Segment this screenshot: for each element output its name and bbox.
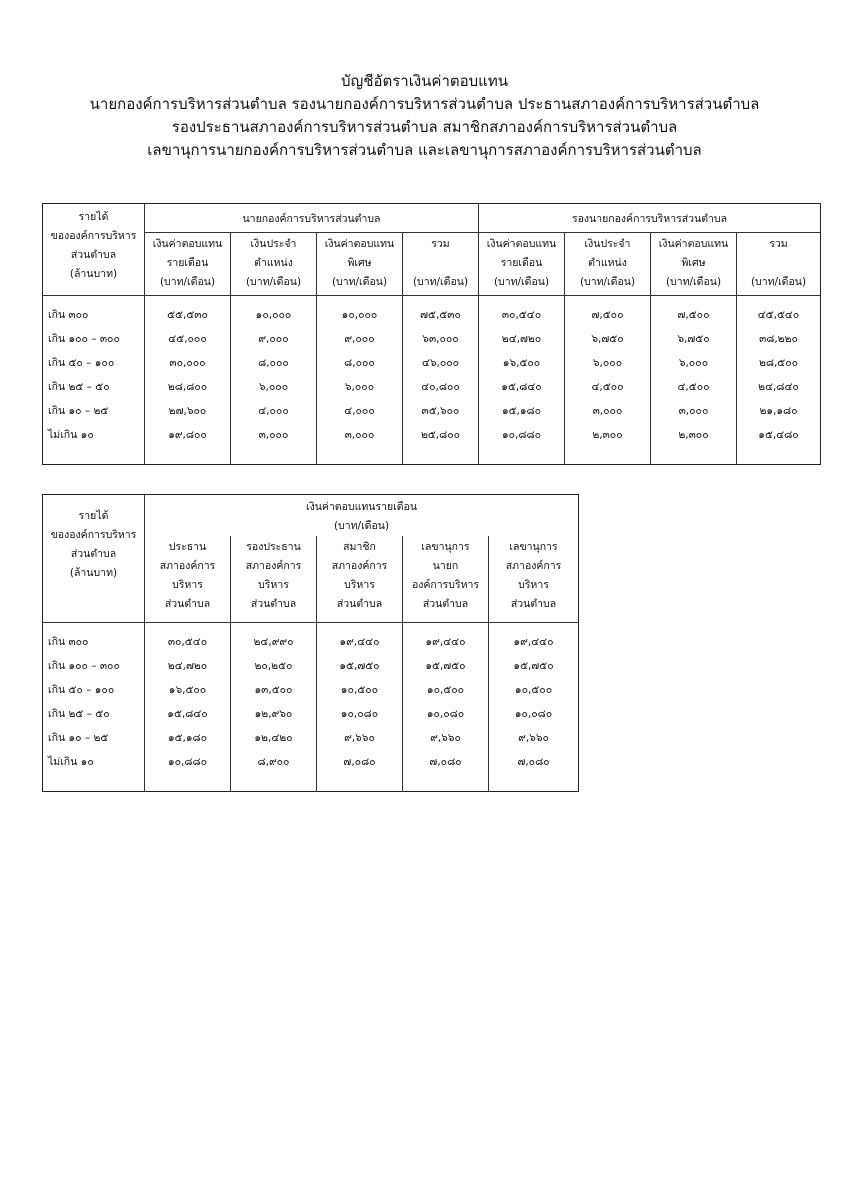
amount-cell: ๔,๐๐๐ [317, 398, 403, 422]
col-header-line: ส่วนตำบล [336, 598, 383, 610]
amount-cell: ๒๑,๑๘๐ [759, 404, 798, 417]
income-range-label: เกิน ๑๐ – ๒๕ [43, 725, 145, 749]
col-header [403, 536, 489, 623]
col-header-line: เลขานุการ [509, 541, 558, 553]
income-header-line: รายได้ [78, 510, 109, 522]
amount-cell: ๑๕,๗๕๐ [317, 653, 403, 677]
col-header-line: (บาท/เดือน) [412, 276, 469, 288]
amount-cell: ๔๕,๕๔๐ [757, 308, 800, 321]
amount-cell: ๔๖,๐๐๐ [403, 350, 479, 374]
col-header-line: (บาท/เดือน) [493, 276, 550, 288]
amount-cell: ๑๕,๗๕๐ [403, 653, 489, 677]
group-unit: (บาท/เดือน) [333, 520, 390, 532]
col-header-line: ส่วนตำบล [510, 598, 557, 610]
income-header-line: ขององค์การบริหาร [50, 230, 137, 242]
amount-cell: ๔,๕๐๐ [565, 374, 651, 398]
col-header-line: พิเศษ [681, 257, 706, 269]
col-header-line: บริหาร [258, 579, 289, 591]
amount-cell: ๑๙,๔๔๐ [403, 623, 489, 654]
income-header-line: ส่วนตำบล [70, 249, 117, 261]
amount-cell: ๑๐,๕๐๐ [514, 683, 553, 696]
income-header-line: ขององค์การบริหาร [50, 529, 137, 541]
col-header-line: สภาองค์การ [331, 560, 388, 572]
amount-cell: ๒๔,๗๒๐ [479, 326, 565, 350]
amount-cell: ๗๕,๕๓๐ [403, 296, 479, 327]
amount-cell: ๖,๐๐๐ [651, 350, 737, 374]
col-header [317, 233, 403, 296]
amount-cell: ๒๘,๘๐๐ [145, 374, 231, 398]
col-header-line: เงินค่าตอบแทน [658, 238, 729, 250]
amount-cell: ๑๕,๑๘๐ [145, 725, 231, 749]
amount-cell: ๔๕,๐๐๐ [145, 326, 231, 350]
amount-cell: ๑๐,๕๐๐ [403, 677, 489, 701]
table-row [43, 326, 821, 350]
amount-cell: ๙,๖๖๐ [518, 731, 549, 744]
amount-cell: ๑๖,๕๐๐ [479, 350, 565, 374]
income-range-label: เกิน ๓๐๐ [43, 623, 145, 654]
income-header-line: (ล้านบาท) [69, 268, 118, 280]
income-range-label: เกิน ๑๐ – ๒๕ [43, 398, 145, 422]
amount-cell: ๑๒,๔๒๐ [231, 725, 317, 749]
col-header-line: รวม [769, 238, 788, 250]
col-header-line: (บาท/เดือน) [245, 276, 302, 288]
amount-cell: ๒๘,๕๐๐ [758, 356, 799, 369]
col-header-line: เงินประจำ [250, 238, 297, 250]
income-range-label: เกิน ๑๐๐ – ๓๐๐ [43, 653, 145, 677]
council-compensation-table [42, 494, 579, 792]
table-row [43, 623, 579, 654]
amount-cell: ๙,๐๐๐ [231, 326, 317, 350]
amount-cell: ๑๐,๕๐๐ [317, 677, 403, 701]
table-row [43, 653, 579, 677]
amount-cell: ๓๐,๕๔๐ [145, 623, 231, 654]
amount-cell: ๒,๓๐๐ [651, 422, 737, 465]
amount-cell: ๖,๐๐๐ [565, 350, 651, 374]
amount-cell: ๗,๕๐๐ [565, 296, 651, 327]
col-header-line: ส่วนตำบล [164, 598, 211, 610]
col-header-line: (บาท/เดือน) [159, 276, 216, 288]
col-header-line: สมาชิก [343, 541, 376, 553]
amount-cell: ๓๕,๖๐๐ [403, 398, 479, 422]
col-header-line: (บาท/เดือน) [579, 276, 636, 288]
amount-cell: ๙,๖๖๐ [317, 725, 403, 749]
amount-cell: ๓๐,๐๐๐ [145, 350, 231, 374]
table-row [43, 422, 821, 465]
title-line-4: เลขานุการนายกองค์การบริหารส่วนตำบล และเลขานุการสภาองค์การบริหารส่วนตำบล [147, 141, 702, 159]
amount-cell: ๕๕,๕๓๐ [145, 296, 231, 327]
col-header-line: องค์การบริหาร [411, 579, 480, 591]
amount-cell: ๓๐,๕๔๐ [479, 296, 565, 327]
amount-cell: ๑๙,๔๔๐ [513, 635, 554, 648]
amount-cell: ๒,๓๐๐ [565, 422, 651, 465]
amount-cell: ๗,๐๘๐ [403, 749, 489, 792]
amount-cell: ๘,๐๐๐ [317, 350, 403, 374]
col-header-line: เงินค่าตอบแทน [486, 238, 557, 250]
col-header-line: (บาท/เดือน) [665, 276, 722, 288]
amount-cell: ๗,๕๐๐ [651, 296, 737, 327]
col-header-line: เงินค่าตอบแทน [324, 238, 395, 250]
col-header-line: ส่วนตำบล [250, 598, 297, 610]
table-row [43, 350, 821, 374]
amount-cell: ๒๔,๙๙๐ [231, 623, 317, 654]
col-header-line: เลขานุการ [421, 541, 470, 553]
amount-cell: ๔๐,๘๐๐ [403, 374, 479, 398]
amount-cell: ๙,๐๐๐ [317, 326, 403, 350]
table-row [43, 749, 579, 792]
income-range-label: ไม่เกิน ๑๐ [43, 422, 145, 465]
col-header-line: บริหาร [344, 579, 375, 591]
col-header [145, 233, 231, 296]
amount-cell: ๓,๐๐๐ [651, 398, 737, 422]
col-header-line: สภาองค์การ [245, 560, 302, 572]
amount-cell: ๑๐,๐๘๐ [403, 701, 489, 725]
income-header [43, 204, 145, 296]
amount-cell: ๒๔,๗๒๐ [145, 653, 231, 677]
col-header-line: เงินค่าตอบแทน [152, 238, 223, 250]
col-header-line: รวม [431, 238, 450, 250]
amount-cell: ๓,๐๐๐ [317, 422, 403, 465]
amount-cell: ๖,๐๐๐ [231, 374, 317, 398]
col-header-line [737, 254, 820, 273]
amount-cell: ๑๐,๘๘๐ [479, 422, 565, 465]
amount-cell: ๑๓,๕๐๐ [231, 677, 317, 701]
col-header [403, 233, 479, 296]
amount-cell: ๒๕,๘๐๐ [403, 422, 479, 465]
col-header-line: สภาองค์การ [159, 560, 216, 572]
mayor-group-header: นายกองค์การบริหารส่วนตำบล [145, 204, 479, 233]
col-header [489, 536, 579, 623]
col-header-line [403, 254, 478, 273]
income-range-label: เกิน ๑๐๐ – ๓๐๐ [43, 326, 145, 350]
table-row [43, 701, 579, 725]
income-header-line: (ล้านบาท) [69, 567, 118, 579]
amount-cell: ๑๐,๐๘๐ [514, 707, 553, 720]
amount-cell: ๘,๐๐๐ [231, 350, 317, 374]
executive-compensation-table [42, 203, 821, 465]
amount-cell: ๓๘,๒๒๐ [759, 332, 798, 345]
deputy-mayor-group-header: รองนายกองค์การบริหารส่วนตำบล [479, 204, 821, 233]
income-range-label: เกิน ๕๐ – ๑๐๐ [43, 677, 145, 701]
amount-cell: ๙,๖๖๐ [403, 725, 489, 749]
col-header-line: รองประธาน [246, 541, 301, 553]
amount-cell: ๗,๐๘๐ [517, 755, 550, 768]
col-header-line: ตำแหน่ง [254, 257, 293, 269]
group-title: เงินค่าตอบแทนรายเดือน [305, 501, 418, 513]
amount-cell: ๒๐,๒๕๐ [231, 653, 317, 677]
income-range-label: เกิน ๓๐๐ [43, 296, 145, 327]
amount-cell: ๓,๐๐๐ [565, 398, 651, 422]
income-header [43, 495, 145, 623]
col-header [737, 233, 821, 296]
col-header-line: รายเดือน [500, 257, 543, 269]
amount-cell: ๑๕,๘๔๐ [145, 701, 231, 725]
amount-cell: ๔,๐๐๐ [231, 398, 317, 422]
col-header [317, 536, 403, 623]
monthly-compensation-group-header [145, 495, 579, 537]
col-header-line: สภาองค์การ [505, 560, 562, 572]
amount-cell: ๑๕,๘๔๐ [479, 374, 565, 398]
col-header [145, 536, 231, 623]
col-header [565, 233, 651, 296]
col-header-line: รายเดือน [166, 257, 209, 269]
col-header-line: บริหาร [518, 579, 549, 591]
col-header-line: (บาท/เดือน) [331, 276, 388, 288]
amount-cell: ๑๕,๗๕๐ [513, 659, 554, 672]
amount-cell: ๓,๐๐๐ [231, 422, 317, 465]
amount-cell: ๖,๗๕๐ [565, 326, 651, 350]
col-header-line: บริหาร [172, 579, 203, 591]
title-line-1: บัญชีอัตราเงินค่าตอบแทน [341, 72, 508, 90]
amount-cell: ๑๒,๙๖๐ [231, 701, 317, 725]
col-header [479, 233, 565, 296]
amount-cell: ๑๐,๐๘๐ [317, 701, 403, 725]
col-header-line: (บาท/เดือน) [750, 276, 807, 288]
amount-cell: ๖,๗๕๐ [651, 326, 737, 350]
amount-cell: ๘,๙๐๐ [231, 749, 317, 792]
amount-cell: ๑๐,๐๐๐ [317, 296, 403, 327]
table-row [43, 725, 579, 749]
amount-cell: ๑๐,๐๐๐ [231, 296, 317, 327]
amount-cell: ๑๕,๑๘๐ [479, 398, 565, 422]
title-line-3: รองประธานสภาองค์การบริหารส่วนตำบล สมาชิกสภาองค์การบริหารส่วนตำบล [171, 118, 678, 136]
amount-cell: ๒๔,๘๔๐ [758, 380, 799, 393]
col-header-line: ตำแหน่ง [588, 257, 627, 269]
income-range-label: เกิน ๕๐ – ๑๐๐ [43, 350, 145, 374]
table-row [43, 296, 821, 327]
amount-cell: ๖๓,๐๐๐ [403, 326, 479, 350]
table-row [43, 677, 579, 701]
amount-cell: ๖,๐๐๐ [317, 374, 403, 398]
amount-cell: ๑๙,๔๔๐ [317, 623, 403, 654]
amount-cell: ๑๐,๘๘๐ [145, 749, 231, 792]
title-line-2: นายกองค์การบริหารส่วนตำบล รองนายกองค์การบริหารส่วนตำบล ประธานสภาองค์การบริหารส่วนตำบล [89, 95, 760, 113]
col-header [231, 536, 317, 623]
amount-cell: ๑๖,๕๐๐ [145, 677, 231, 701]
amount-cell: ๑๕,๔๘๐ [758, 428, 799, 441]
document-title [0, 70, 849, 162]
amount-cell: ๗,๐๘๐ [317, 749, 403, 792]
table-row [43, 374, 821, 398]
col-header [231, 233, 317, 296]
col-header-line: พิเศษ [347, 257, 372, 269]
income-header-line: รายได้ [78, 211, 109, 223]
table-row [43, 398, 821, 422]
income-header-line: ส่วนตำบล [70, 548, 117, 560]
col-header-line: นายก [432, 560, 459, 572]
col-header-line: ประธาน [168, 541, 207, 553]
income-range-label: ไม่เกิน ๑๐ [43, 749, 145, 792]
amount-cell: ๑๙,๘๐๐ [145, 422, 231, 465]
amount-cell: ๒๗,๖๐๐ [145, 398, 231, 422]
col-header-line: ส่วนตำบล [422, 598, 469, 610]
col-header [651, 233, 737, 296]
amount-cell: ๔,๕๐๐ [651, 374, 737, 398]
income-range-label: เกิน ๒๕ – ๕๐ [43, 701, 145, 725]
income-range-label: เกิน ๒๕ – ๕๐ [43, 374, 145, 398]
col-header-line: เงินประจำ [584, 238, 631, 250]
